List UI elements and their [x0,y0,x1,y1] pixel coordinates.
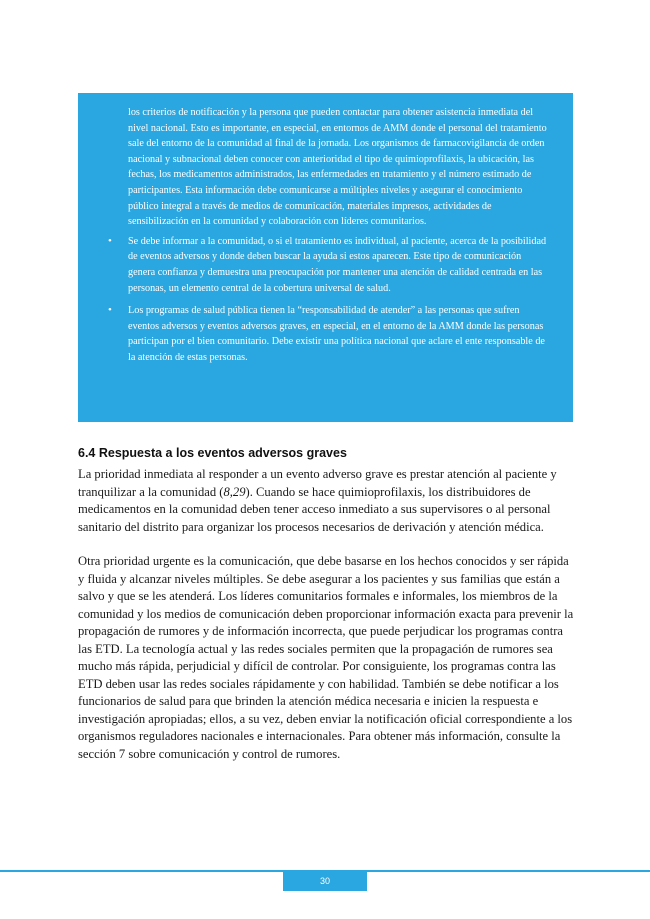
list-item [108,303,549,365]
paragraph-1 [78,466,578,536]
section-heading: 6.4 Respuesta a los eventos adversos graves [78,446,347,460]
list-item [108,234,549,296]
bullet-icon: • [108,304,112,317]
paragraph-2: Otra prioridad urgente es la comunicación, que debe basarse en los hechos conocidos y ser rápida y fluida y alcanzar niveles múltiples. Se debe asegurar a los pacientes y sus familias que están a salvo y que se les atenderá. Los líderes comunitarios formales e informales, los miembros de la comunidad y los medios de comunicación deben proporcionar información exacta para prevenir la propagación de rumores y de información incorrecta, que puede perjudicar los programas contra las ETD. La tecnología actual y las redes sociales permiten que la propagación de rumores sea mucho más rápida, perjudicial y difícil de controlar. Por consiguiente, los programas contra las ETD deben usar las redes sociales rápidamente y con habilidad. También se debe notificar a los funcionarios de salud para que brinden la atención médica necesaria e inicien la respuesta e investigación apropiadas; ellos, a su vez, deben enviar la notificación oficial correspondiente a los organismos reguladores nacionales e internacionales. Para obtener más información, consulte la sección 7 sobre comunicación y control de rumores. [78,554,574,761]
paragraph-1-end: ). Cuando se hace quimioprofilaxis, los distribuidores de medicamentos en la comunidad deben tener acceso inmediato a sus supervisores o al personal sanitario del distrito para organizar los procesos necesarios de derivación y atención médica. [78,484,551,534]
section-body [78,466,578,780]
citation-link[interactable]: 8,29 [223,484,246,499]
info-callout-box [78,93,573,422]
page-number: 30 [283,871,367,891]
callout-bullet-list [108,234,549,366]
bullet-text: Se debe informar a la comunidad, o si el tratamiento es individual, al paciente, acerca de la posibilidad de eventos adversos y donde deben buscar la ayuda si estos aparecen. Este tipo de comunicación genera confianza y demuestra una preocupación por mantener una atención de calidad centrada en las personas, un elemento central de la cobertura universal de salud. [128,235,547,294]
bullet-text: Los programas de salud pública tienen la “responsabilidad de atender” a las personas que sufren eventos adversos y eventos adversos graves, en especial, en el entorno de la AMM donde las personas participan por el bien comunitario. Debe existir una política nacional que aclare el ente responsable de la atención de estas personas. [128,305,545,363]
callout-intro-text: los criterios de notificación y la persona que pueden contactar para obtener asistencia inmediata del nivel nacional. Esto es importante, en especial, en entornos de AMM donde el personal del tratamiento sale del entorno de la comunidad al final de la jornada. Los organismos de farmacovigilancia de orden nacional y subnacional deben conocer con anterioridad el tipo de quimioprofilaxis, la ubicación, las fechas, los medicamentos administrados, las enfermedades en tratamiento y el número estimado de participantes. Esta información debe comunicarse a múltiples niveles y asegurar el conocimiento público integral a través de medios de comunicación, materiales impresos, actividades de sensibilización en la comunidad y colaboración con líderes comunitarios. [128,107,547,228]
paragraph-1-start: La prioridad inmediata al responder a un evento adverso grave es prestar atención al paciente y tranquilizar a la comunidad ( [78,467,557,499]
bullet-icon: • [108,234,112,247]
